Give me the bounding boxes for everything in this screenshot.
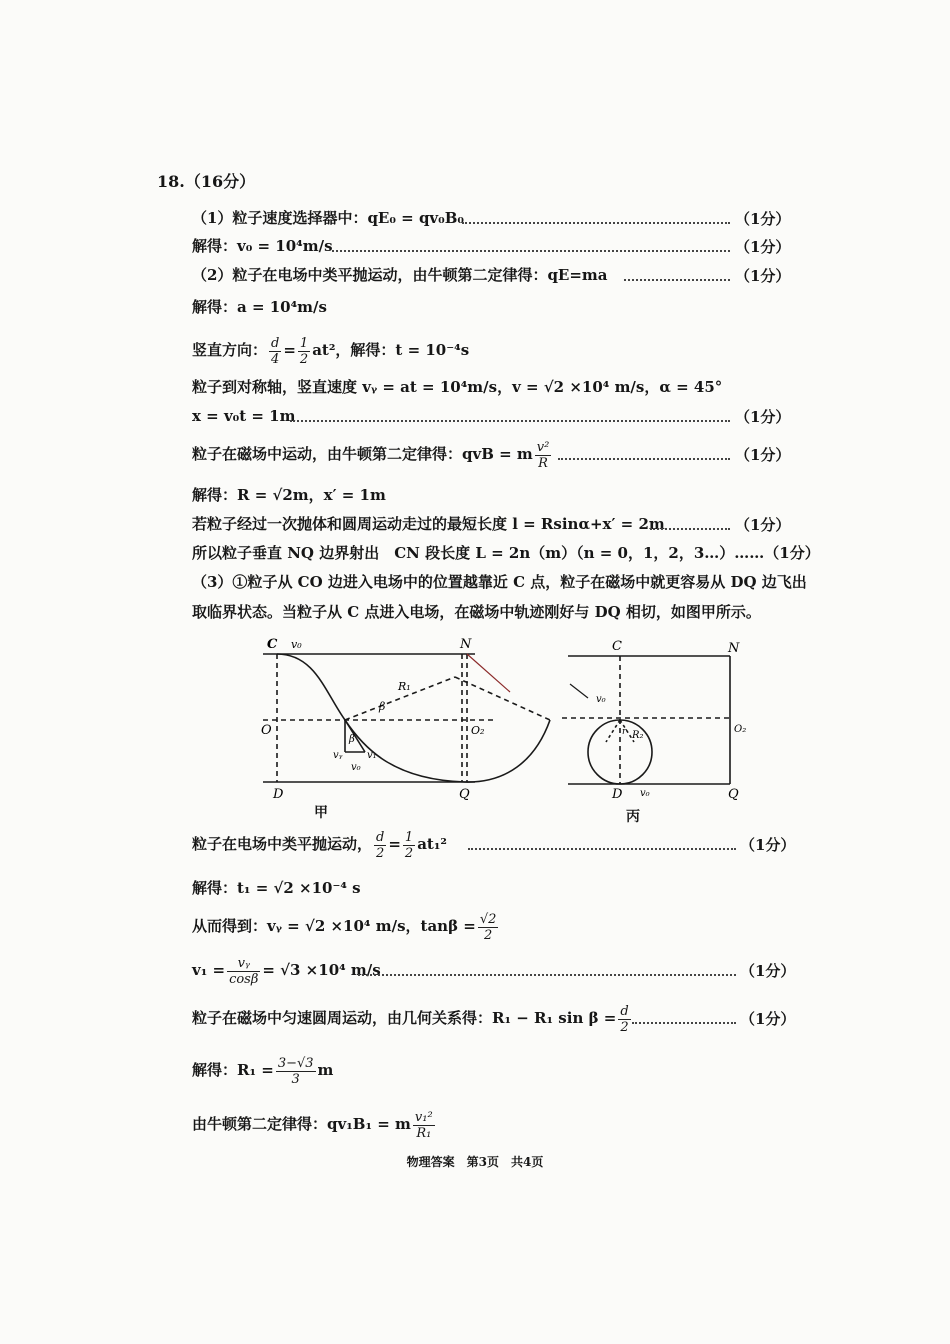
label-C: C xyxy=(612,639,622,654)
score-mark: （1分） xyxy=(740,1010,796,1028)
line-3-text: （2）粒子在电场中类平抛运动，由牛顿第二定律得：qE=ma xyxy=(192,266,608,284)
label-N: N xyxy=(728,641,740,656)
red-mark-line xyxy=(467,654,510,692)
label-v0-bottom: v₀ xyxy=(351,762,361,773)
line-20-text xyxy=(192,1102,437,1146)
line-16-text xyxy=(192,906,500,946)
line-5-text xyxy=(192,332,469,368)
fraction xyxy=(269,336,281,367)
label-v1: v₁ xyxy=(367,750,377,761)
line-14-text xyxy=(192,826,447,862)
fraction-denominator: 2 xyxy=(376,845,385,861)
score-mark: （1分） xyxy=(735,238,791,256)
line-10-text: 若粒子经过一次抛体和圆周运动走过的最短长度 l = Rsinα+x′ = 2m xyxy=(192,515,665,533)
radius-line-2 xyxy=(455,677,550,720)
line-17-text xyxy=(192,950,381,990)
fraction xyxy=(403,830,415,861)
fraction-denominator: 3 xyxy=(291,1071,300,1087)
fraction-numerator: v² xyxy=(536,439,550,455)
leader-dots xyxy=(332,250,730,252)
line-12-text: （3）①粒子从 CO 边进入电场中的位置越靠近 C 点，粒子在磁场中就更容易从 DQ 边飞出 xyxy=(192,573,807,591)
leader-dots xyxy=(624,279,730,281)
line-17-rest: = √3 ×10⁴ m/s xyxy=(262,961,381,979)
fraction-denominator: 2 xyxy=(483,927,493,943)
label-D: D xyxy=(612,787,623,802)
line-19-prefix: 解得：R₁ = xyxy=(192,1061,274,1079)
line-19-unit: m xyxy=(317,1061,334,1079)
line-8-prefix: 粒子在磁场中运动，由牛顿第二定律得：qvB = m xyxy=(192,445,533,463)
line-19-text xyxy=(192,1048,333,1092)
line-5-prefix: 竖直方向： xyxy=(192,341,268,359)
fraction-numerator: 1 xyxy=(299,335,309,351)
stray-mark xyxy=(570,684,588,698)
v1-vector xyxy=(345,720,365,752)
label-O: O xyxy=(261,723,272,738)
score-mark: （1分） xyxy=(740,962,796,980)
particle-trajectory xyxy=(277,654,550,782)
label-D: D xyxy=(273,787,284,802)
fraction-numerator: vᵧ xyxy=(227,956,260,972)
fraction-denominator: 4 xyxy=(271,351,280,367)
fraction xyxy=(618,1004,630,1035)
leader-dots xyxy=(468,848,736,850)
label-O2: O₂ xyxy=(471,724,485,737)
fraction-numerator: d xyxy=(620,1003,629,1019)
label-N: N xyxy=(460,637,472,652)
equals-sign: = xyxy=(283,341,296,359)
line-13-text: 取临界状态。当粒子从 C 点进入电场，在磁场中轨迹刚好与 DQ 相切，如图甲所示。 xyxy=(192,603,761,621)
figure-bing xyxy=(560,636,760,816)
fraction-denominator: 2 xyxy=(404,845,414,861)
score-mark: （1分） xyxy=(740,836,796,854)
figure-caption-jia: 甲 xyxy=(314,805,328,821)
label-Q: Q xyxy=(459,787,470,802)
fraction xyxy=(298,336,310,367)
label-beta-small: β xyxy=(379,700,386,713)
fraction xyxy=(413,1110,435,1141)
fraction-numerator: 1 xyxy=(404,829,414,845)
line-5-rest: at²，解得：t = 10⁻⁴s xyxy=(312,341,470,359)
fraction xyxy=(227,956,260,987)
line-16-prefix: 从而得到：vᵧ = √2 ×10⁴ m/s，tanβ = xyxy=(192,917,476,935)
score-mark: （1分） xyxy=(735,446,791,464)
fraction-numerator: d xyxy=(376,829,385,845)
label-r: r xyxy=(622,727,627,737)
score-mark: （1分） xyxy=(735,210,791,228)
fraction xyxy=(276,1056,316,1087)
line-9-text: 解得：R = √2m，x′ = 1m xyxy=(192,486,386,504)
leader-dots xyxy=(558,458,730,460)
fraction xyxy=(374,830,386,861)
line-14-rest: at₁² xyxy=(417,835,447,853)
line-20-prefix: 由牛顿第二定律得：qv₁B₁ = m xyxy=(192,1115,411,1133)
label-v0-bottom: v₀ xyxy=(640,788,650,799)
label-C: C xyxy=(267,637,278,652)
label-vy: vᵧ xyxy=(333,750,343,761)
line-6-text: 粒子到对称轴，竖直速度 vᵧ = at = 10⁴m/s，v = √2 ×10⁴ m/s，α = 45° xyxy=(192,378,723,396)
equals-sign: = xyxy=(388,835,401,853)
line-11-text: 所以粒子垂直 NQ 边界射出 CN 段长度 L = 2n（m）（n = 0，1，2，3…）……（1分） xyxy=(192,544,820,562)
label-R1: R₁ xyxy=(398,680,411,693)
line-4-text: 解得：a = 10⁴m/s xyxy=(192,298,327,316)
line-15-text: 解得：t₁ = √2 ×10⁻⁴ s xyxy=(192,879,361,897)
label-R2: R₂ xyxy=(632,730,644,741)
line-7-text: x = v₀t = 1m xyxy=(192,407,296,425)
score-mark: （1分） xyxy=(735,516,791,534)
leader-dots xyxy=(290,420,730,422)
line-1-text: （1）粒子速度选择器中：qE₀ = qv₀B₀ xyxy=(192,209,464,227)
fraction-denominator: 2 xyxy=(299,351,309,367)
question-header: 18.（16分） xyxy=(157,172,256,191)
label-Q: Q xyxy=(728,787,739,802)
line-2-text: 解得：v₀ = 10⁴m/s xyxy=(192,237,333,255)
fraction-numerator: √2 xyxy=(479,911,497,927)
fraction-denominator: cosβ xyxy=(229,971,259,987)
label-O2: O₂ xyxy=(734,724,747,735)
line-18-prefix: 粒子在磁场中匀速圆周运动，由几何关系得：R₁ − R₁ sin β = xyxy=(192,1009,617,1027)
line-18-text xyxy=(192,998,633,1038)
fraction-denominator: R₁ xyxy=(416,1125,432,1141)
label-beta: β xyxy=(349,734,355,745)
score-mark: （1分） xyxy=(735,408,791,426)
line-14-prefix: 粒子在电场中类平抛运动， xyxy=(192,835,373,853)
leader-dots xyxy=(650,528,730,530)
fraction-numerator: v₁² xyxy=(414,1109,433,1125)
fraction-numerator: d xyxy=(271,335,280,351)
fraction xyxy=(478,912,499,943)
line-17-prefix: v₁ = xyxy=(192,961,226,979)
leader-dots xyxy=(462,222,730,224)
fraction xyxy=(535,440,552,471)
score-mark: （1分） xyxy=(735,267,791,285)
leader-dots xyxy=(632,1022,736,1024)
leader-dots xyxy=(358,974,736,976)
fraction-numerator: 3−√3 xyxy=(277,1055,314,1071)
figure-caption-bing: 丙 xyxy=(626,809,640,825)
radius-line-left xyxy=(606,720,620,742)
fraction-denominator: 2 xyxy=(620,1019,629,1035)
label-v0-top: v₀ xyxy=(291,638,302,651)
fraction-denominator: R xyxy=(538,455,548,471)
figure-jia xyxy=(255,632,575,824)
page-footer: 物理答案 第3页 共4页 xyxy=(406,1155,544,1169)
label-v0: v₀ xyxy=(596,694,606,705)
line-8-text xyxy=(192,436,553,472)
